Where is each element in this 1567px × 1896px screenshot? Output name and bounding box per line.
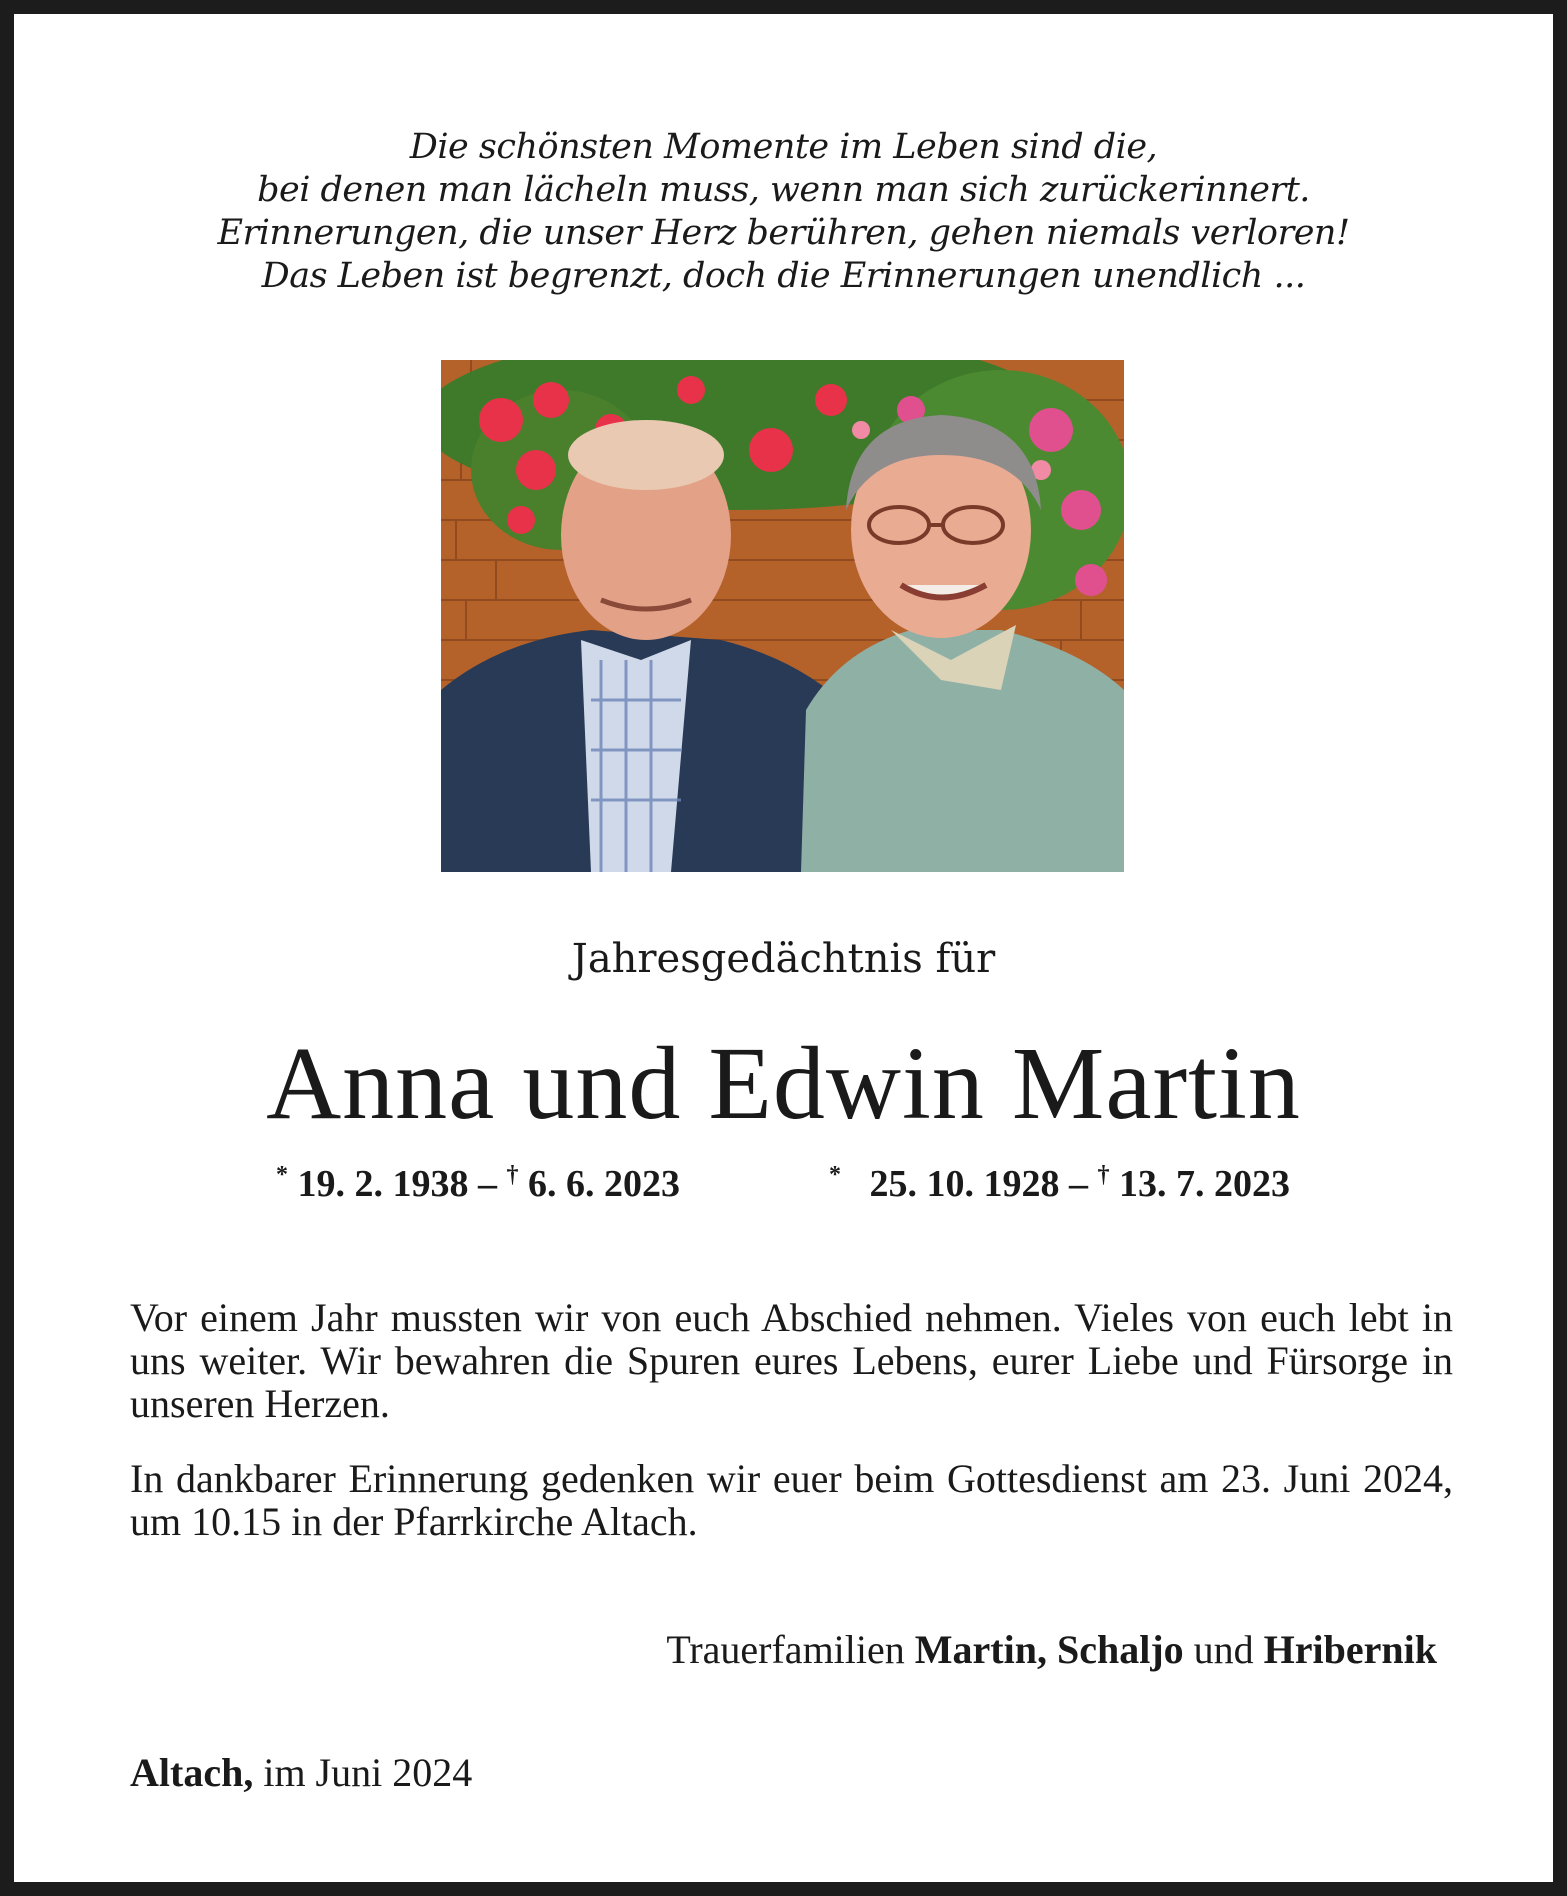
death-mark: † [506,1162,519,1188]
date-separator: – [468,1163,507,1205]
family-name: Hribernik [1263,1627,1437,1672]
poem-line: bei denen man lächeln muss, wenn man sich zurückerinnert. [257,170,1310,210]
paragraph-service: In dankbarer Erinnerung gedenken wir euer beim Gottesdienst am 23. Juni 2024, um 10.15 in der Pfarrkirche Altach. [130,1456,1453,1544]
dates-anna [276,1162,680,1206]
memorial-intro: Jahresgedächtnis für [571,936,996,982]
birth-mark: * [829,1162,841,1188]
signoff-conjunction: und [1193,1627,1254,1672]
deceased-names: Anna und Edwin Martin [266,1026,1301,1141]
portrait-photo [441,360,1124,872]
birth-date: 19. 2. 1938 [297,1163,469,1205]
date-separator: – [1059,1163,1098,1205]
poem-line: Die schönsten Momente im Leben sind die, [409,127,1158,167]
signoff-prefix: Trauerfamilien [666,1627,905,1672]
signoff [666,1626,1437,1673]
death-date: 6. 6. 2023 [528,1163,680,1205]
paragraph-farewell: Vor einem Jahr mussten wir von euch Abschied nehmen. Vieles von euch lebt in uns weiter. Wir bewahren die Spuren eures Lebens, eurer Liebe und Fürsorge in unseren Herzen. [130,1295,1453,1426]
poem-line: Erinnerungen, die unser Herz berühren, gehen niemals verloren! [217,213,1350,253]
poem-line: Das Leben ist begrenzt, doch die Erinnerungen unendlich ... [261,256,1306,296]
place-town: Altach, [130,1750,254,1795]
death-mark: † [1097,1162,1110,1188]
birth-mark: * [276,1162,288,1188]
portrait-photo-icon [441,360,1124,872]
death-date: 13. 7. 2023 [1119,1163,1290,1205]
birth-date: 25. 10. 1928 [869,1163,1060,1205]
family-name: Schaljo [1056,1627,1184,1672]
place-month: im Juni 2024 [263,1750,473,1795]
place-date [130,1749,472,1796]
poem [14,126,1553,298]
family-name: Martin, [914,1627,1047,1672]
dates-edwin [829,1162,1290,1206]
